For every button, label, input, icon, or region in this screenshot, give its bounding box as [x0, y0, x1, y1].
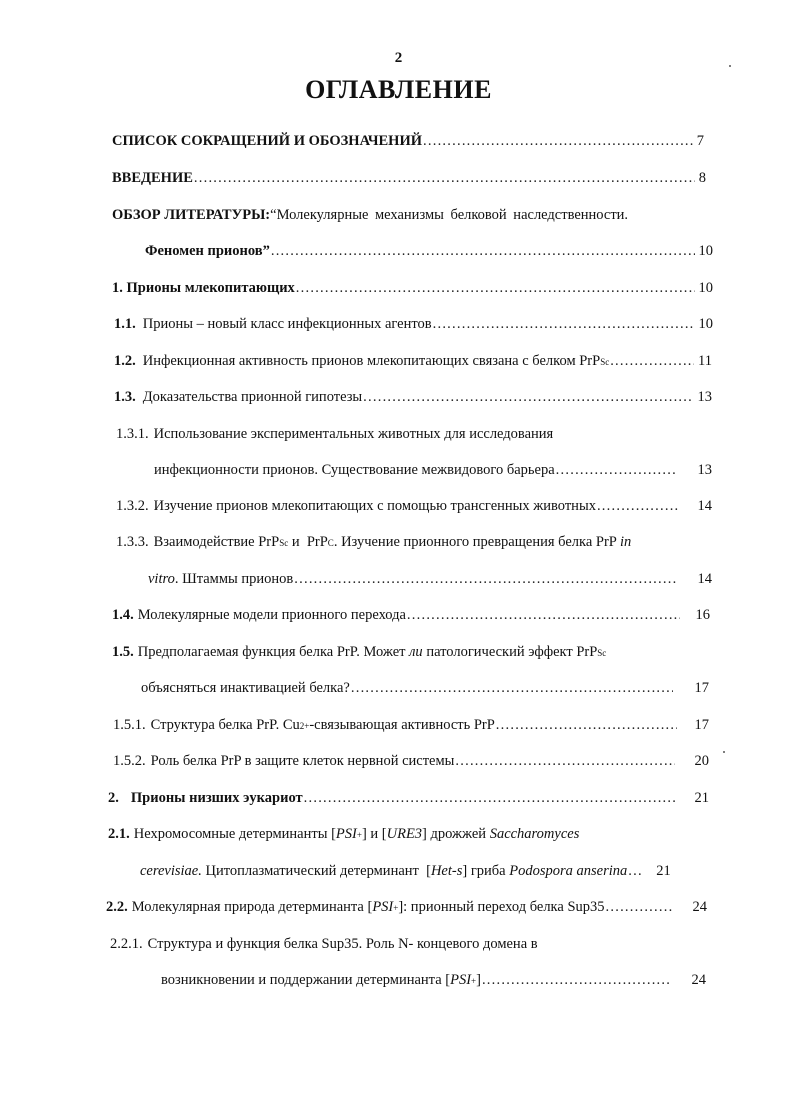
toc-entry-text: ] гриба [462, 863, 510, 879]
toc-entry-number: 1.3.3. [116, 534, 149, 550]
toc-entry-1-3-1-cont[interactable] [154, 460, 712, 480]
toc-entry-text: и PrP [288, 534, 328, 550]
toc-entry-1-3-3-cont[interactable] [148, 569, 712, 589]
dot-leader [363, 387, 693, 407]
toc-entry-1-4[interactable] [112, 605, 710, 625]
dot-leader [296, 278, 695, 298]
toc-entry-1-3-3[interactable]: 1.3.3. Взаимодействие PrP Sc и PrP C . Изучение прионного превращения белка PrP in [116, 534, 632, 550]
dot-leader [423, 131, 693, 151]
toc-entry-text: СПИСОК СОКРАЩЕНИЙ И ОБОЗНАЧЕНИЙ [112, 133, 423, 149]
toc-entry-number: 1.2. [114, 353, 136, 369]
toc-entry-text-italic: cerevisiae. [140, 863, 202, 879]
toc-entry-text: . Изучение прионного превращения белка PrP [333, 534, 620, 550]
toc-entry-1-2[interactable]: 1.2. Инфекционная активность прионов млекопитающих связана с белком PrP Sc . . . 11 [114, 351, 712, 371]
toc-entry-text-italic: Saccharomyces [489, 826, 580, 842]
dot-leader [628, 861, 642, 881]
toc-entry-text-italic: Podospora anserina [509, 863, 628, 879]
toc-entry-text: ] дрожжей [422, 826, 490, 842]
toc-page-number: 10 [698, 280, 713, 296]
page-title: ОГЛАВЛЕНИЕ [305, 75, 492, 104]
toc-entry-text-italic: vitro [148, 571, 175, 587]
toc-entry-text: Прионы низших эукариот [130, 790, 303, 806]
dot-leader [194, 168, 695, 188]
toc-page-number: 10 [698, 243, 713, 259]
toc-entry-text: “Молекулярные механизмы белковой наследственности. [270, 207, 629, 223]
toc-page-number: 17 [694, 680, 709, 696]
toc-entry-literature-review-cont[interactable] [145, 241, 713, 261]
toc-entry-introduction[interactable] [112, 168, 706, 188]
dot-leader [482, 970, 672, 990]
dot-leader [597, 496, 680, 516]
dot-leader [556, 460, 676, 480]
toc-entry-text: Прионы – новый класс инфекционных агентов [142, 316, 432, 332]
dot-leader [496, 715, 677, 735]
toc-entry-2-2-1-cont[interactable]: возникновении и поддержании детерминанта [ PSI + ] . . . 24 [161, 970, 706, 990]
toc-page-number: 13 [697, 389, 712, 405]
toc-entry-text: Взаимодействие PrP [153, 534, 280, 550]
toc-page-number: 21 [694, 790, 709, 806]
toc-entry-text-italic: Het-s [430, 863, 463, 879]
toc-entry-1-1[interactable] [114, 314, 713, 334]
toc-entry-text: Изучение прионов млекопитающих с помощью трансгенных животных [153, 498, 596, 514]
toc-entry-1[interactable] [112, 278, 713, 298]
toc-entry-text: Нехромосомные детерминанты [ [133, 826, 336, 842]
toc-entry-text: -связывающая активность PrP [309, 717, 495, 733]
toc-entry-text: Использование экспериментальных животных для исследования [153, 426, 554, 442]
toc-entry-text: Роль белка PrP в защите клеток нервной системы [150, 753, 455, 769]
toc-entry-1-5-1[interactable]: 1.5.1. Структура белка PrP. Cu 2+ -связывающая активность PrP . . . 17 [113, 715, 709, 735]
toc-entry-number: 1.5.2. [113, 753, 146, 769]
scan-speck [723, 751, 725, 753]
toc-entry-text: инфекционности прионов. Существование межвидового барьера [154, 462, 555, 478]
toc-entry-number: 1.5. [112, 644, 134, 660]
toc-entry-text: ВВЕДЕНИЕ [112, 170, 193, 186]
toc-page-number: 17 [694, 717, 709, 733]
dot-leader [407, 605, 680, 625]
toc-page-number: 10 [698, 316, 713, 332]
toc-entry-2-2[interactable]: 2.2. Молекулярная природа детерминанта [ PSI + ]: прионный переход белка Sup35 . . . 24 [106, 897, 707, 917]
toc-entry-text: возникновении и поддержании детерминанта [ [161, 972, 451, 988]
toc-entry-text: . Штаммы прионов [174, 571, 294, 587]
toc-entry-number: 2.2.1. [110, 936, 143, 952]
toc-entry-text: объясняться инактивацией белка? [141, 680, 350, 696]
dot-leader [271, 241, 695, 261]
toc-entry-literature-review[interactable] [112, 205, 712, 225]
dot-leader [455, 751, 674, 771]
toc-page-number: 24 [692, 899, 707, 915]
toc-entry-1-3-2[interactable] [116, 496, 712, 516]
toc-entry-1-5[interactable]: 1.5. Предполагаемая функция белка PrP. Может ли патологический эффект PrP Sc [112, 644, 607, 660]
toc-entry-2-2-1[interactable] [110, 934, 706, 954]
toc-entry-text-italic: PSI [372, 899, 394, 915]
toc-page-number: 21 [656, 863, 671, 879]
toc-entry-text: Доказательства прионной гипотезы [142, 389, 363, 405]
dot-leader [433, 314, 695, 334]
toc-entry-text-italic: PSI [335, 826, 357, 842]
toc-entry-number: 1.3.1. [116, 426, 149, 442]
toc-entry-text: Феномен прионов” [145, 243, 270, 259]
toc-page-number: 11 [698, 353, 712, 369]
toc-entry-1-5-cont[interactable] [141, 678, 709, 698]
toc-entry-text: 1. Прионы млекопитающих [112, 280, 295, 296]
toc-entry-text-italic: PSI [450, 972, 472, 988]
toc-entry-text: ]: прионный переход белка Sup35 [398, 899, 605, 915]
toc-entry-number: 2. [108, 790, 119, 806]
toc-page-number: 7 [696, 133, 704, 149]
toc-entry-abbreviations[interactable] [112, 131, 704, 151]
toc-entry-text-italic: URE3 [386, 826, 423, 842]
toc-entry-number: 1.5.1. [113, 717, 146, 733]
toc-page-number: 8 [698, 170, 706, 186]
toc-entry-2-1-cont[interactable] [140, 861, 708, 881]
toc-page-number: 24 [691, 972, 706, 988]
toc-entry-number: 2.1. [108, 826, 130, 842]
toc-entry-number: 1.3. [114, 389, 136, 405]
dot-leader [294, 569, 677, 589]
toc-entry-text: Цитоплазматический детерминант [ [201, 863, 431, 879]
dot-leader [304, 788, 677, 808]
dot-leader [610, 351, 694, 371]
toc-entry-number: 1.4. [112, 607, 134, 623]
toc-entry-text: Структура и функция белка Sup35. Роль N- концевого домена в [147, 936, 538, 952]
toc-entry-1-3-1[interactable] [116, 424, 714, 444]
toc-entry-label: ОБЗОР ЛИТЕРАТУРЫ: [112, 207, 271, 223]
toc-entry-1-5-2[interactable] [113, 751, 709, 771]
dot-leader [351, 678, 673, 698]
toc-page-number: 13 [697, 462, 712, 478]
toc-entry-1-3[interactable] [114, 387, 712, 407]
dot-leader [606, 897, 673, 917]
toc-entry-text: Молекулярные модели прионного перехода [137, 607, 406, 623]
toc-entry-text: ] и [ [361, 826, 387, 842]
toc-page-number: 16 [695, 607, 710, 623]
toc-entry-text: Молекулярная природа детерминанта [ [131, 899, 373, 915]
toc-entry-text: Структура белка PrP. Cu [150, 717, 300, 733]
toc-entry-text-italic: ли [409, 644, 423, 660]
toc-entry-number: 2.2. [106, 899, 128, 915]
toc-entry-number: 1.3.2. [116, 498, 149, 514]
toc-page-number: 14 [697, 498, 712, 514]
toc-entry-text-italic: in [619, 534, 632, 550]
toc-entry-text: Инфекционная активность прионов млекопитающих связана с белком PrP [142, 353, 601, 369]
toc-entry-text: патологический эффект PrP [422, 644, 598, 660]
page-number: 2 [394, 50, 403, 66]
toc-entry-text: Предполагаемая функция белка PrP. Может [137, 644, 410, 660]
toc-entry-number: 1.1. [114, 316, 136, 332]
toc-page-number: 20 [694, 753, 709, 769]
scan-speck [729, 65, 731, 67]
toc-entry-2-1[interactable]: 2.1. Нехромосомные детерминанты [ PSI + ] и [ URE3 ] дрожжей Saccharomyces [108, 826, 580, 842]
toc-page-number: 14 [697, 571, 712, 587]
toc-entry-text: ] [476, 972, 481, 988]
toc-entry-2[interactable] [108, 788, 709, 808]
